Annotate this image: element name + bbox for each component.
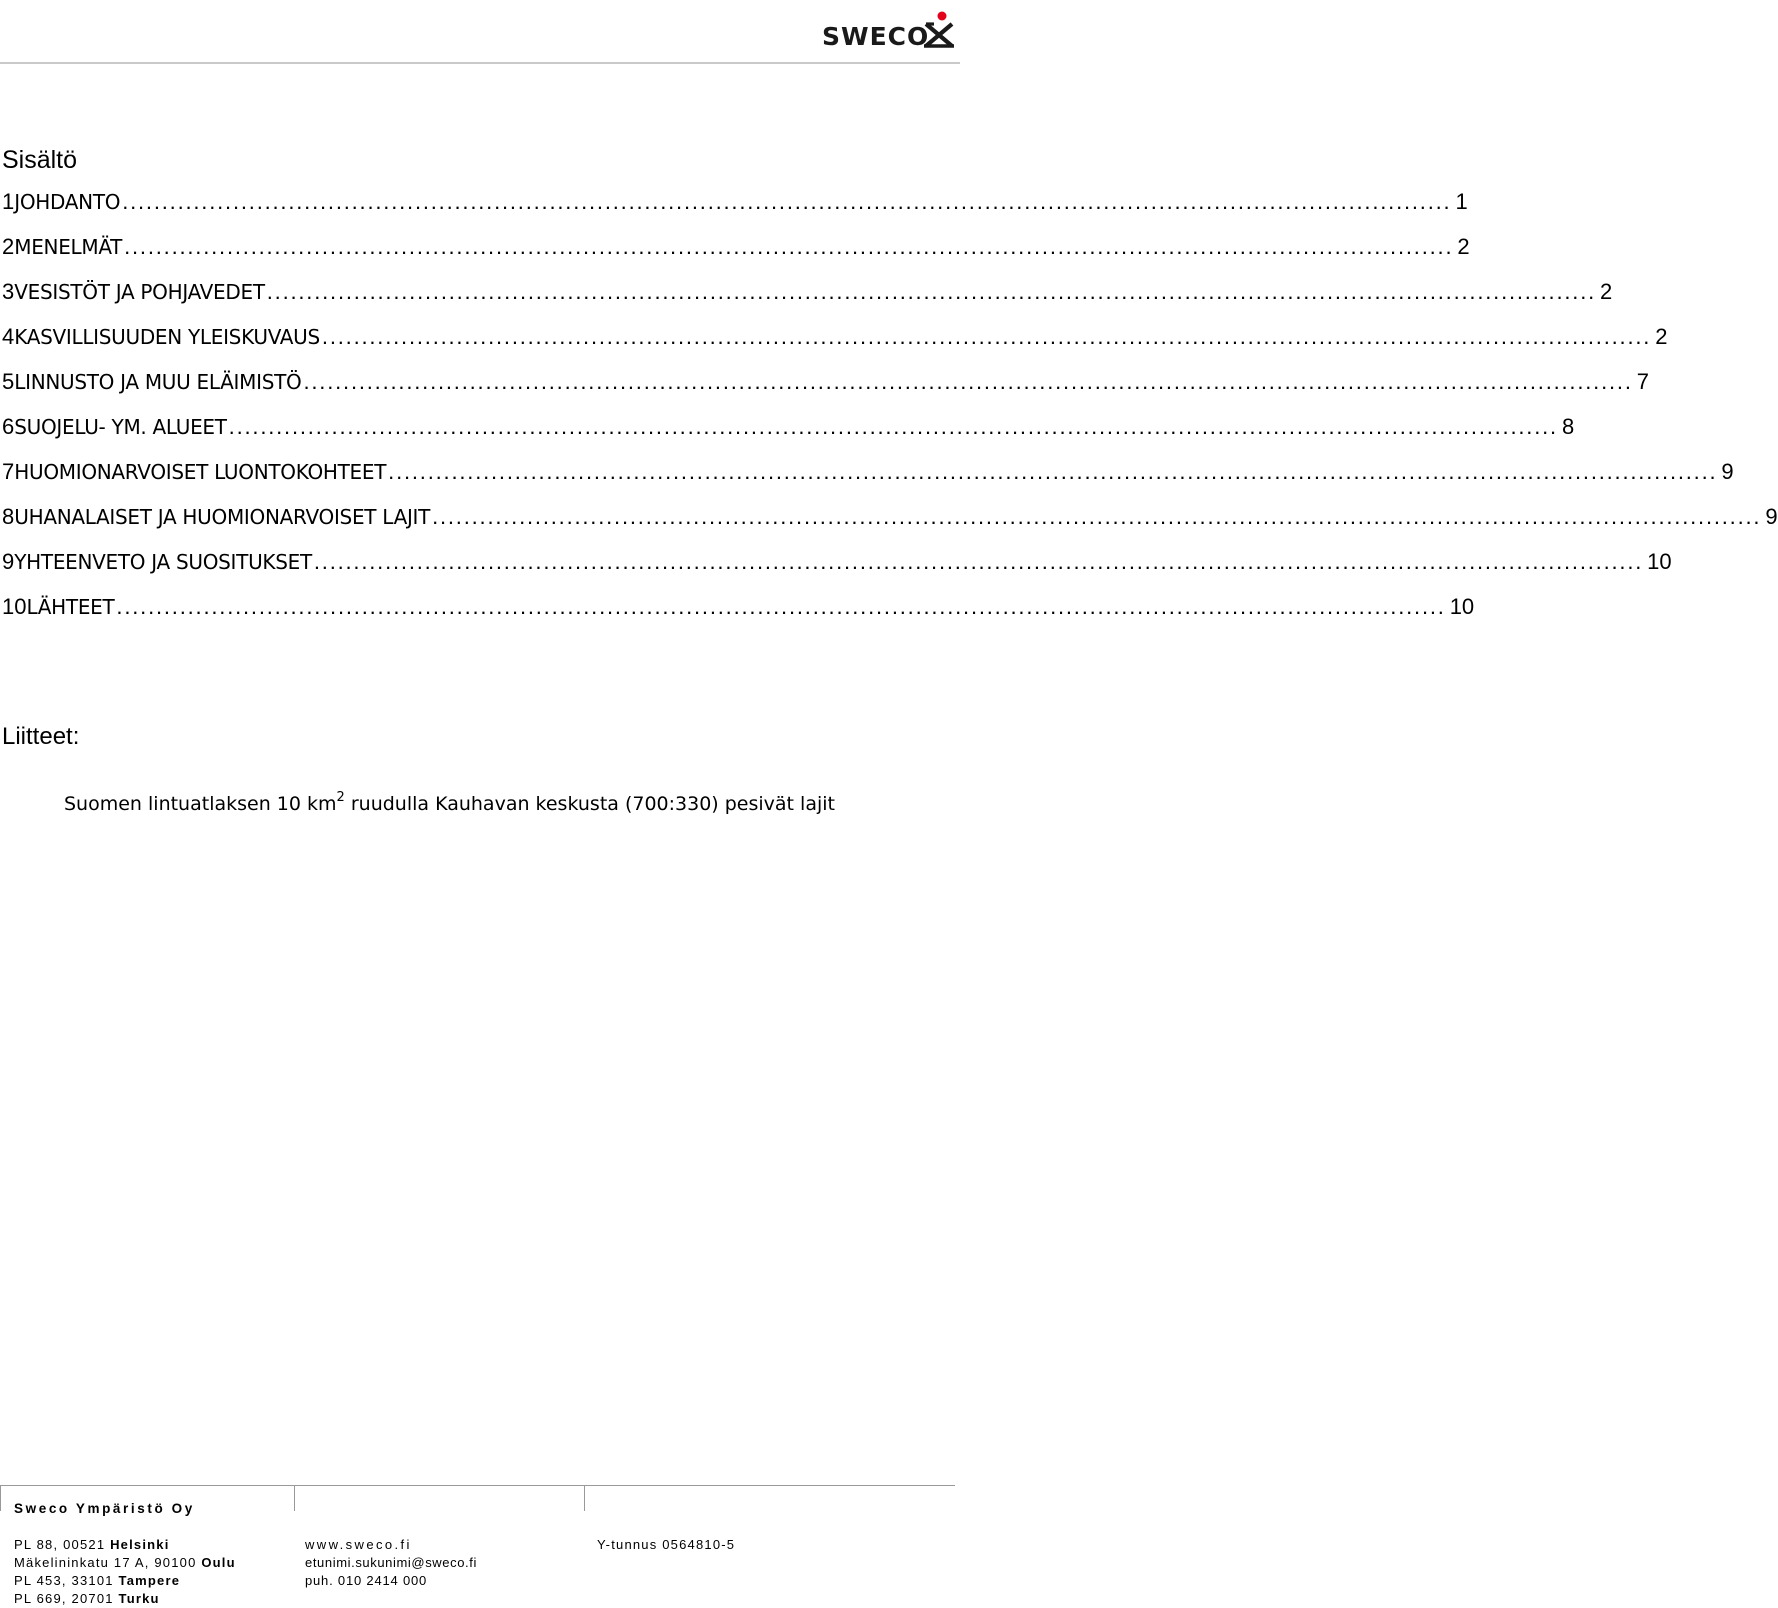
toc-leader: ........................................................................................................................................................................ bbox=[116, 594, 1446, 619]
footer-column-divider bbox=[294, 1485, 295, 1511]
toc-entry-label: JOHDANTO bbox=[14, 190, 121, 214]
attachments-title: Liitteet: bbox=[2, 723, 80, 750]
toc-entry-page: 9 bbox=[1721, 459, 1734, 484]
toc-entry[interactable] bbox=[0, 549, 1672, 579]
attachment-item[interactable] bbox=[64, 790, 835, 815]
footer-email-link[interactable]: etunimi.sukunimi@sweco.fi bbox=[305, 1555, 477, 1570]
toc-entry-number: 3 bbox=[2, 279, 15, 304]
toc-entry-label: SUOJELU- YM. ALUEET bbox=[14, 415, 227, 439]
toc-leader: ........................................................................................................................................................................ bbox=[266, 279, 1597, 304]
footer-address-line: PL 88, 00521 Helsinki bbox=[14, 1537, 170, 1552]
footer-column-divider bbox=[584, 1485, 585, 1511]
toc-entry-label: VESISTÖT JA POHJAVEDET bbox=[14, 280, 265, 304]
toc-entry-page: 10 bbox=[1449, 594, 1475, 619]
toc-entry-number: 10 bbox=[2, 594, 27, 619]
toc-entry-label: UHANALAISET JA HUOMIONARVOISET LAJIT bbox=[14, 505, 431, 529]
toc-entry-page: 9 bbox=[1765, 504, 1778, 529]
toc-entry-label: MENELMÄT bbox=[14, 235, 123, 259]
toc-entry[interactable] bbox=[0, 459, 1734, 489]
toc-leader: ........................................................................................................................................................................ bbox=[303, 369, 1633, 394]
toc-entry-number: 5 bbox=[2, 369, 15, 394]
toc-entry-label: KASVILLISUUDEN YLEISKUVAUS bbox=[14, 325, 320, 349]
toc-entry[interactable] bbox=[0, 189, 1468, 219]
toc-entry-page: 7 bbox=[1636, 369, 1649, 394]
toc-entry-number: 2 bbox=[2, 234, 15, 259]
attachment-text: Suomen lintuatlaksen 10 km bbox=[64, 793, 337, 815]
footer-addresses bbox=[14, 1536, 236, 1608]
toc-entry-label: YHTEENVETO JA SUOSITUKSET bbox=[14, 550, 312, 574]
toc-entry-number: 7 bbox=[2, 459, 15, 484]
footer-divider bbox=[0, 1485, 955, 1486]
footer-city: Turku bbox=[118, 1591, 160, 1606]
toc-entry-number: 8 bbox=[2, 504, 15, 529]
toc-entry-page: 2 bbox=[1457, 234, 1470, 259]
footer-business-id-col bbox=[597, 1536, 735, 1554]
toc-leader: ........................................................................................................................................................................ bbox=[228, 414, 1558, 439]
footer-address-line: PL 453, 33101 Tampere bbox=[14, 1573, 181, 1588]
toc-entry-page: 8 bbox=[1561, 414, 1575, 439]
toc-leader: ........................................................................................................................................................................ bbox=[432, 504, 1762, 529]
logo-text: SWECO bbox=[822, 22, 930, 51]
toc-entry[interactable] bbox=[0, 279, 1613, 309]
footer-contact bbox=[305, 1536, 477, 1590]
toc-entry-number: 1 bbox=[2, 189, 15, 214]
toc-entry-number: 6 bbox=[2, 414, 15, 439]
toc-entry[interactable] bbox=[0, 594, 1475, 624]
toc-entry-label: HUOMIONARVOISET LUONTOKOHTEET bbox=[14, 460, 387, 484]
toc-entry[interactable] bbox=[0, 504, 1778, 534]
toc-entry-page: 10 bbox=[1647, 549, 1672, 574]
toc-leader: ........................................................................................................................................................................ bbox=[388, 459, 1718, 484]
toc-entry-label: LINNUSTO JA MUU ELÄIMISTÖ bbox=[14, 370, 302, 394]
toc-entry-label: LÄHTEET bbox=[26, 595, 115, 619]
sweco-logo bbox=[822, 10, 957, 50]
toc-entry-page: 1 bbox=[1455, 189, 1468, 214]
toc-title: Sisältö bbox=[2, 146, 78, 174]
header-divider bbox=[0, 62, 960, 64]
toc-leader: ........................................................................................................................................................................ bbox=[122, 189, 1452, 214]
toc-entry[interactable] bbox=[0, 324, 1668, 354]
toc-leader: ........................................................................................................................................................................ bbox=[313, 549, 1644, 574]
footer-city: Helsinki bbox=[110, 1537, 170, 1552]
toc-entry-page: 2 bbox=[1655, 324, 1668, 349]
footer-column-divider bbox=[0, 1485, 1, 1511]
toc-entry-number: 9 bbox=[2, 549, 15, 574]
toc-entry[interactable] bbox=[0, 414, 1575, 444]
attachment-superscript: 2 bbox=[336, 790, 345, 805]
toc-leader: ........................................................................................................................................................................ bbox=[124, 234, 1454, 259]
toc-entry[interactable] bbox=[0, 234, 1470, 264]
sweco-mark-icon bbox=[922, 10, 956, 48]
footer-city: Tampere bbox=[118, 1573, 181, 1588]
footer-address-line: PL 669, 20701 Turku bbox=[14, 1591, 160, 1606]
toc-entry[interactable] bbox=[0, 369, 1649, 399]
footer-business-id: Y-tunnus 0564810-5 bbox=[597, 1537, 736, 1552]
footer-company-name: Sweco Ympäristö Oy bbox=[14, 1501, 195, 1516]
toc-leader: ........................................................................................................................................................................ bbox=[321, 324, 1652, 349]
footer-phone: puh. 010 2414 000 bbox=[305, 1573, 428, 1588]
footer-address-line: Mäkelininkatu 17 A, 90100 Oulu bbox=[14, 1555, 236, 1570]
footer-city: Oulu bbox=[201, 1555, 236, 1570]
attachment-text-rest: ruudulla Kauhavan keskusta (700:330) pesivät lajit bbox=[344, 793, 835, 815]
toc-entry-page: 2 bbox=[1600, 279, 1613, 304]
toc-entry-number: 4 bbox=[2, 324, 15, 349]
footer-web-link[interactable]: www.sweco.fi bbox=[305, 1537, 412, 1552]
